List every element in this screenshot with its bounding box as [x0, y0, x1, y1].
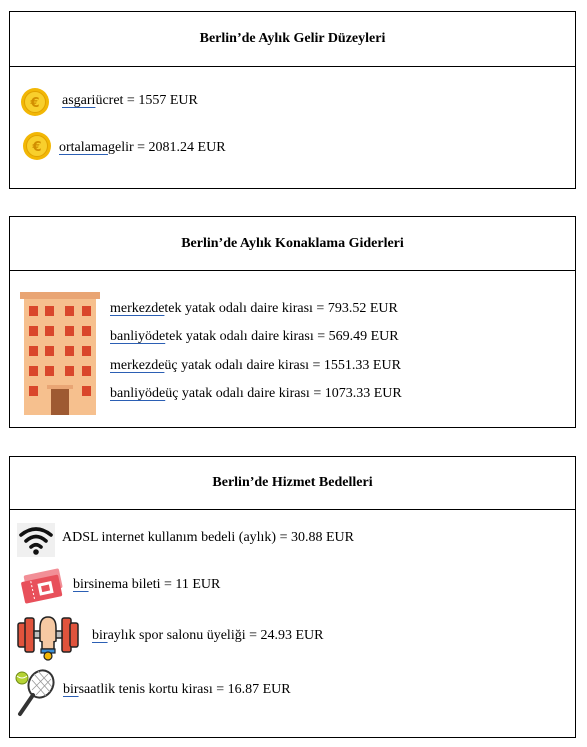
- service-item-text: sinema bileti = 11 EUR: [88, 577, 221, 592]
- cinema-ticket-icon: [18, 568, 66, 604]
- income-item-lead: ortalama: [59, 140, 108, 155]
- income-title: Berlin’de Aylık Gelir Düzeyleri: [10, 12, 575, 67]
- housing-item-text: tek yatak odalı daire kirası = 793.52 EUR: [164, 301, 398, 316]
- income-item: [59, 140, 226, 156]
- housing-item-lead: banliyöde: [110, 386, 166, 401]
- dumbbell-icon: [16, 611, 80, 661]
- wifi-icon: [17, 523, 55, 557]
- income-item-text: gelir = 2081.24 EUR: [107, 140, 226, 155]
- coin-icon: [20, 87, 50, 117]
- housing-item-lead: merkezde: [110, 358, 165, 373]
- housing-item: [110, 386, 402, 402]
- housing-item: [110, 301, 398, 317]
- coin-icon: [22, 131, 52, 161]
- service-item: [62, 530, 354, 546]
- services-title: Berlin’de Hizmet Bedelleri: [10, 457, 575, 510]
- service-item-lead: bir: [63, 682, 79, 697]
- housing-item-lead: banliyöde: [110, 329, 166, 344]
- housing-item-text: tek yatak odalı daire kirası = 569.49 EUR: [165, 329, 399, 344]
- service-item-text: ADSL internet kullanım bedeli (aylık) = 30.88 EUR: [62, 530, 354, 545]
- tennis-racket-icon: [14, 668, 58, 718]
- service-item-lead: bir: [92, 628, 108, 643]
- housing-title: Berlin’de Aylık Konaklama Giderleri: [10, 217, 575, 271]
- service-item: [73, 577, 220, 593]
- apartment-building-icon: [20, 290, 100, 415]
- housing-item: [110, 329, 399, 345]
- housing-item-text: üç yatak odalı daire kirası = 1551.33 EUR: [164, 358, 401, 373]
- svg-text:€: €: [30, 96, 40, 111]
- service-item: [63, 682, 291, 698]
- housing-item-text: üç yatak odalı daire kirası = 1073.33 EUR: [165, 386, 402, 401]
- housing-item-lead: merkezde: [110, 301, 165, 316]
- service-item-text: saatlik tenis kortu kirası = 16.87 EUR: [78, 682, 291, 697]
- service-item-lead: bir: [73, 577, 89, 592]
- service-item-text: aylık spor salonu üyeliği = 24.93 EUR: [107, 628, 324, 643]
- service-item: [92, 628, 324, 644]
- svg-text:€: €: [32, 140, 42, 155]
- income-item-text: ücret = 1557 EUR: [95, 93, 198, 108]
- income-item-lead: asgari: [62, 93, 96, 108]
- housing-item: [110, 358, 401, 374]
- income-item: [62, 93, 198, 109]
